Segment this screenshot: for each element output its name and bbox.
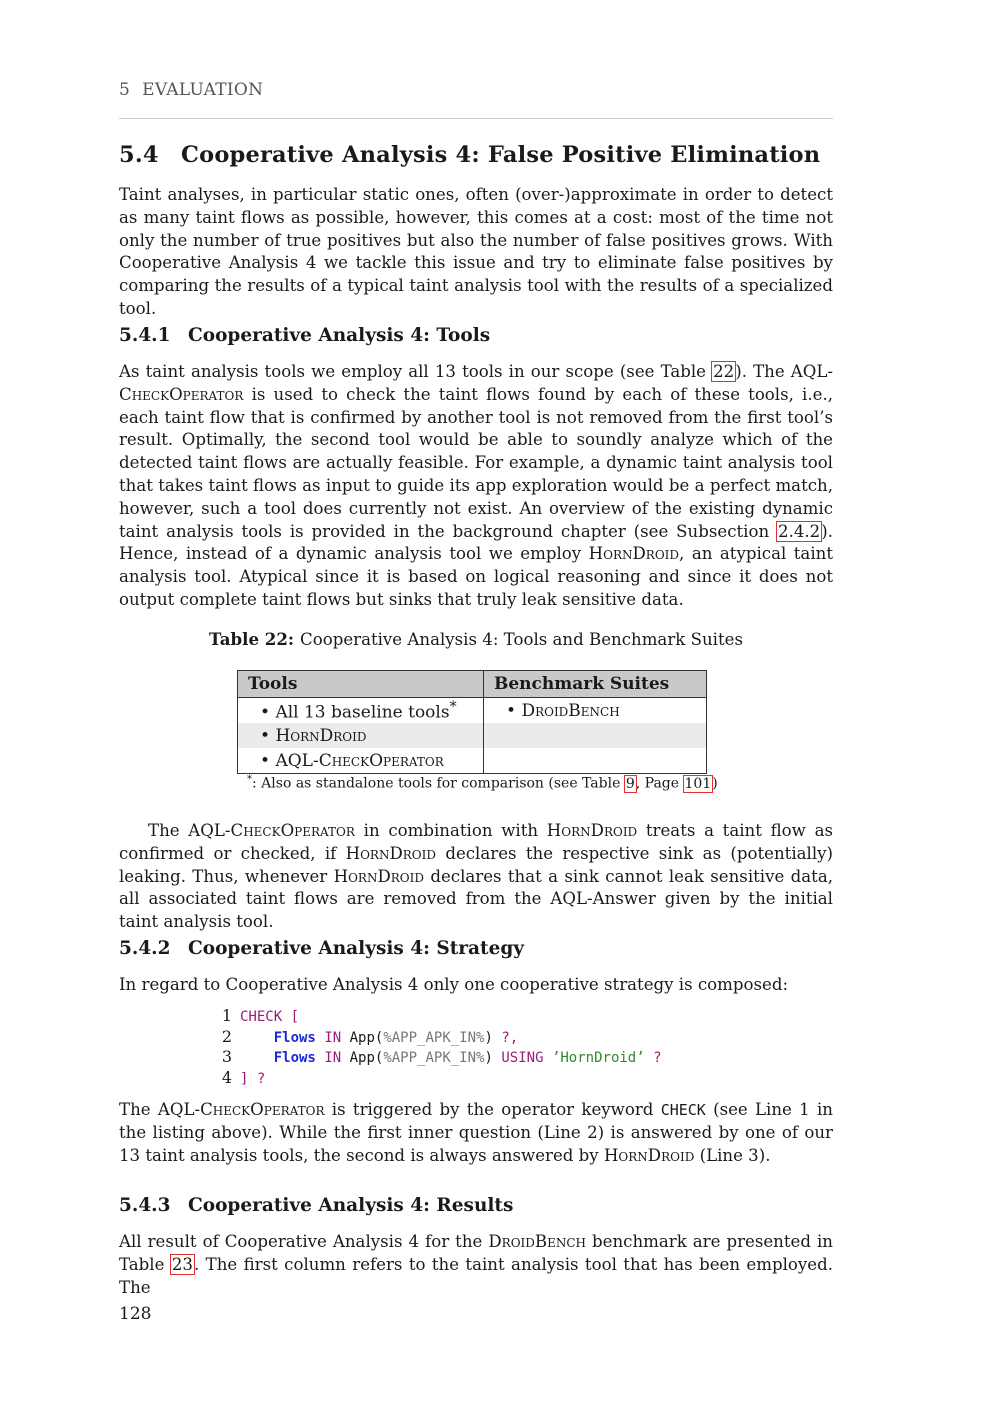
checkoperator-name: CheckOperator	[200, 1100, 325, 1119]
code-token: [	[282, 1009, 300, 1025]
section-title: Cooperative Analysis 4: False Positive Elimination	[181, 142, 821, 168]
table-cell	[238, 698, 484, 724]
table-cell	[238, 723, 484, 748]
bullet: •	[260, 750, 271, 771]
subsection-heading-tools	[119, 325, 490, 346]
intro-paragraph: Taint analyses, in particular static ones, often (over-)approximate in order to detect as many taint flows as possible, however, this comes at a cost: most of the time not only the number of true positives but also the number of false positives grows. With Cooperative Analysis 4 we tackle this issue and try to eliminate false positives by comparing the results of a typical taint analysis tool with the results of a specialized tool.	[119, 185, 833, 318]
code-token: ] ?	[240, 1070, 266, 1087]
horndroid-name: HornDroid	[333, 866, 424, 886]
text-run: , an atypical taint analysis tool. Atypical since it is based on logical reasoning and since it does not output complete taint flows but sinks that truly leak sensitive data.	[119, 544, 833, 609]
tools-table	[237, 670, 707, 774]
table-footnote	[247, 774, 718, 792]
text-run: The AQL-	[148, 821, 231, 840]
table-cell	[484, 698, 707, 724]
text-run: declares the respective sink as (potentially) leaking. Thus, whenever	[119, 843, 833, 886]
checkoperator-paragraph	[119, 1099, 833, 1167]
code-token: Flows	[273, 1050, 316, 1066]
line-number: 4	[221, 1067, 232, 1087]
code-inline: CHECK	[660, 1101, 706, 1119]
code-line	[215, 1027, 662, 1048]
code-token: )	[484, 1029, 493, 1046]
subsection-title: Cooperative Analysis 4: Results	[188, 1195, 514, 1216]
text-run: : Also as standalone tools for comparison (see Table	[252, 775, 625, 792]
line-number: 2	[221, 1026, 232, 1046]
table-cell	[484, 748, 707, 774]
droidbench-name: DroidBench	[488, 1232, 587, 1251]
running-head-title: EVALUATION	[142, 80, 264, 100]
code-token: CHECK	[240, 1009, 283, 1025]
cell-text: CheckOperator	[318, 750, 444, 771]
code-line	[215, 1047, 662, 1068]
table-header-tools: Tools	[238, 671, 484, 698]
bullet: •	[260, 725, 271, 746]
code-token: )	[484, 1050, 493, 1066]
text-run: is used to check the taint flows found by each of these tools, i.e., each taint flow that is confirmed by another tool is not removed from the first tool’s result. Optimally, the second tool would be able to soundly analyze which of the detected taint flows are actually feasible. For example, a dynamic taint analysis tool that takes taint flows as input to guide its app exploration would be a perfect match, however, such a tool does currently not exist. An overview of the existing dynamic taint analysis tools is provided in the background chapter (see Subsection	[119, 384, 833, 541]
text-run: ). The AQL-	[735, 362, 833, 381]
subsection-number: 5.4.2	[119, 938, 171, 959]
table-row	[238, 748, 707, 774]
table-row	[238, 723, 707, 748]
line-number: 1	[221, 1006, 232, 1025]
text-run: is triggered by the operator keyword	[324, 1100, 661, 1119]
cell-text: All 13 baseline tools	[275, 702, 450, 723]
code-token: IN	[324, 1029, 342, 1046]
table-ref-link[interactable]: 22	[713, 362, 735, 381]
line-number: 3	[221, 1047, 232, 1066]
footnote-marker: *	[247, 774, 252, 785]
text-run: declares that a sink cannot leak sensitive data, all associated taint flows are removed from the AQL-Answer given by the initial taint analysis tool.	[119, 866, 833, 932]
text-run: benchmark are presented in Table	[119, 1232, 833, 1274]
page-number: 128	[119, 1304, 152, 1324]
cell-text: HornDroid	[275, 725, 367, 746]
text-run: (see Line 1 in the listing above). While the first inner question (Line 2) is answered by one of our 13 taint analysis tools, the second is always answered by	[119, 1100, 833, 1165]
text-run: )	[712, 775, 718, 792]
text-run: treats a taint flow as confirmed or checked, if	[119, 821, 833, 863]
text-run: in combination with	[354, 821, 547, 840]
code-token: ?,	[492, 1029, 519, 1046]
subsection-ref-link[interactable]: 2.4.2	[778, 521, 821, 541]
code-token: ’HornDroid’	[551, 1050, 645, 1066]
header-rule	[119, 118, 833, 119]
subsection-title: Cooperative Analysis 4: Strategy	[188, 938, 525, 959]
table-ref-link[interactable]: 9	[625, 775, 635, 792]
subsection-heading-strategy	[119, 938, 524, 959]
subsection-number: 5.4.1	[119, 325, 171, 346]
horndroid-name: HornDroid	[546, 821, 638, 840]
section-heading	[119, 142, 820, 168]
strategy-paragraph: In regard to Cooperative Analysis 4 only one cooperative strategy is composed:	[119, 975, 789, 994]
text-run: , Page	[635, 775, 684, 792]
code-line	[215, 1006, 662, 1027]
code-token: Flows	[273, 1029, 316, 1046]
table-cell	[484, 723, 707, 748]
code-token: %APP_APK_IN%	[383, 1050, 485, 1066]
text-run: As taint analysis tools we employ all 13 tools in our scope (see Table	[119, 362, 713, 381]
horndroid-name: HornDroid	[588, 544, 680, 564]
subsection-title: Cooperative Analysis 4: Tools	[188, 325, 491, 346]
code-token: USING	[501, 1050, 544, 1066]
table-caption-label: Table 22:	[209, 629, 295, 649]
horndroid-paragraph	[119, 820, 833, 934]
footnote-marker: *	[449, 698, 457, 715]
text-run: . The first column refers to the taint analysis tool that has been employed. The	[119, 1254, 833, 1297]
text-run: ). Hence, instead of a dynamic analysis tool we employ	[119, 521, 833, 564]
horndroid-name: HornDroid	[345, 843, 437, 863]
code-line	[215, 1068, 662, 1089]
table-ref-link[interactable]: 23	[171, 1254, 193, 1274]
code-token: ?	[644, 1050, 662, 1066]
tools-paragraph	[119, 361, 833, 612]
running-head	[119, 80, 833, 100]
text-run: (Line 3).	[694, 1145, 771, 1165]
horndroid-name: HornDroid	[603, 1145, 695, 1165]
table-row	[238, 698, 707, 724]
subsection-number: 5.4.3	[119, 1195, 171, 1216]
table-caption-text: Cooperative Analysis 4: Tools and Benchmark Suites	[300, 630, 743, 649]
code-token: App(	[349, 1029, 384, 1046]
results-paragraph	[119, 1231, 833, 1299]
code-token: %APP_APK_IN%	[383, 1029, 485, 1046]
table-header-benchmark: Benchmark Suites	[484, 671, 707, 698]
page-ref-link[interactable]: 101	[684, 775, 712, 792]
subsection-heading-results	[119, 1195, 513, 1216]
running-head-number: 5	[119, 80, 131, 100]
checkoperator-name: CheckOperator	[230, 821, 355, 840]
text-run: The AQL-	[119, 1100, 201, 1119]
bullet: •	[260, 702, 271, 723]
checkoperator-name: CheckOperator	[119, 384, 244, 404]
cell-text: DroidBench	[521, 700, 620, 721]
table-header-row	[238, 671, 707, 698]
section-number: 5.4	[119, 142, 159, 168]
bullet: •	[506, 700, 517, 721]
text-run: All result of Cooperative Analysis 4 for the	[119, 1232, 489, 1251]
code-token: IN	[324, 1050, 342, 1066]
code-token: App(	[349, 1050, 384, 1066]
table-caption	[119, 629, 833, 649]
table-cell	[238, 748, 484, 774]
code-listing	[215, 1006, 662, 1088]
cell-text: AQL-	[275, 750, 319, 771]
